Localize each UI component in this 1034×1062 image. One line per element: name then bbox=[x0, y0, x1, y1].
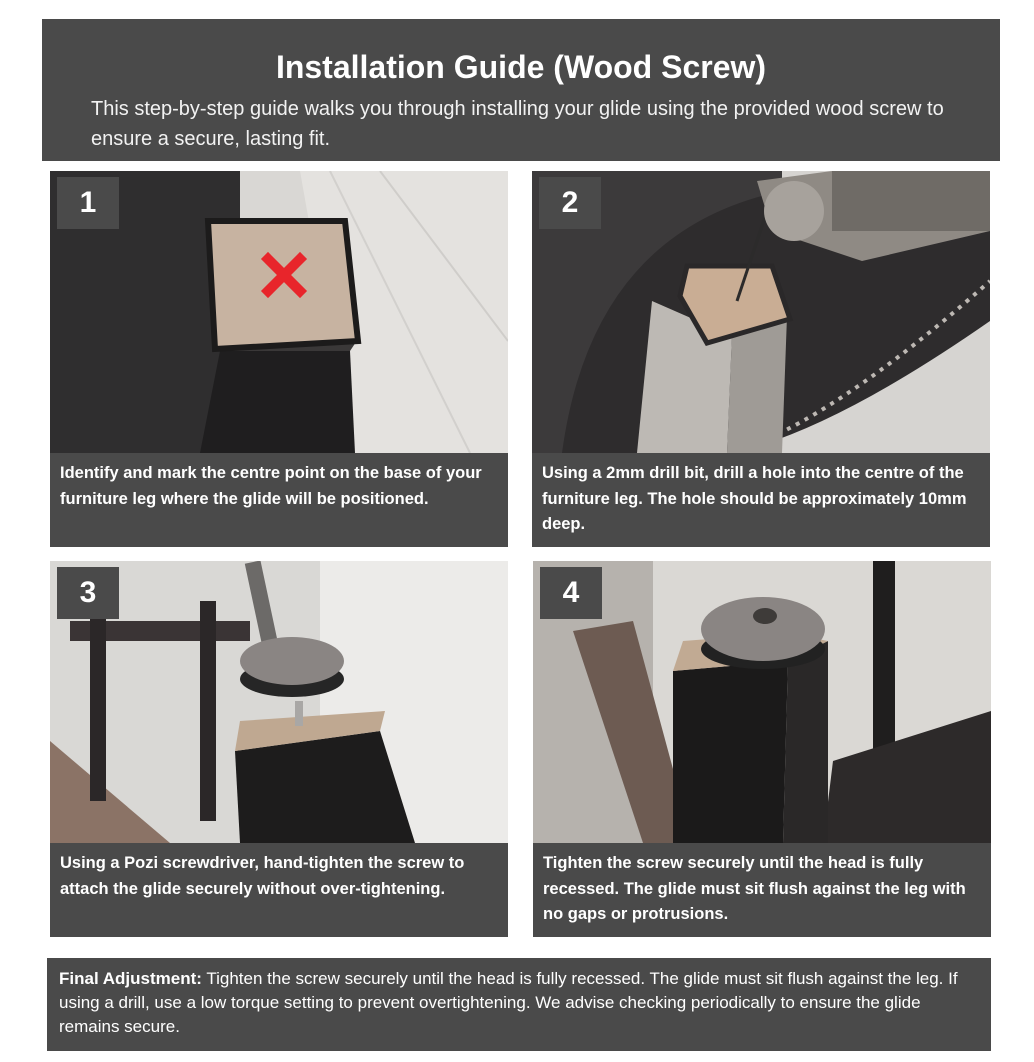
step-1-number: 1 bbox=[57, 177, 119, 229]
guide-header bbox=[42, 19, 1000, 161]
intro-text: This step-by-step guide walks you through installing your glide using the provided wood screw to ensure a secure, lasting fit. bbox=[91, 98, 944, 150]
step-2-caption: Using a 2mm drill bit, drill a hole into the centre of the furniture leg. The hole should be approximately 10mm deep. bbox=[532, 453, 990, 547]
step-4-caption: Tighten the screw securely until the head is fully recessed. The glide must sit flush against the leg with no gaps or protrusions. bbox=[533, 843, 991, 937]
page-title: Installation Guide (Wood Screw) bbox=[275, 49, 767, 85]
step-2-number: 2 bbox=[539, 177, 601, 229]
final-adjustment-note bbox=[47, 958, 991, 1051]
step-3-number: 3 bbox=[57, 567, 119, 619]
step-3-caption: Using a Pozi screwdriver, hand-tighten the screw to attach the glide securely without over-tightening. bbox=[50, 843, 508, 937]
step-1-caption: Identify and mark the centre point on the base of your furniture leg where the glide will be positioned. bbox=[50, 453, 508, 547]
final-adjustment-label: Final Adjustment: bbox=[59, 969, 202, 988]
final-adjustment-text: Tighten the screw securely until the head is fully recessed. The glide must sit flush against the leg. If using a drill, use a low torque setting to prevent overtightening. We advise checking periodically to ensure the glide remains secure. bbox=[59, 969, 958, 1036]
step-4-number: 4 bbox=[540, 567, 602, 619]
